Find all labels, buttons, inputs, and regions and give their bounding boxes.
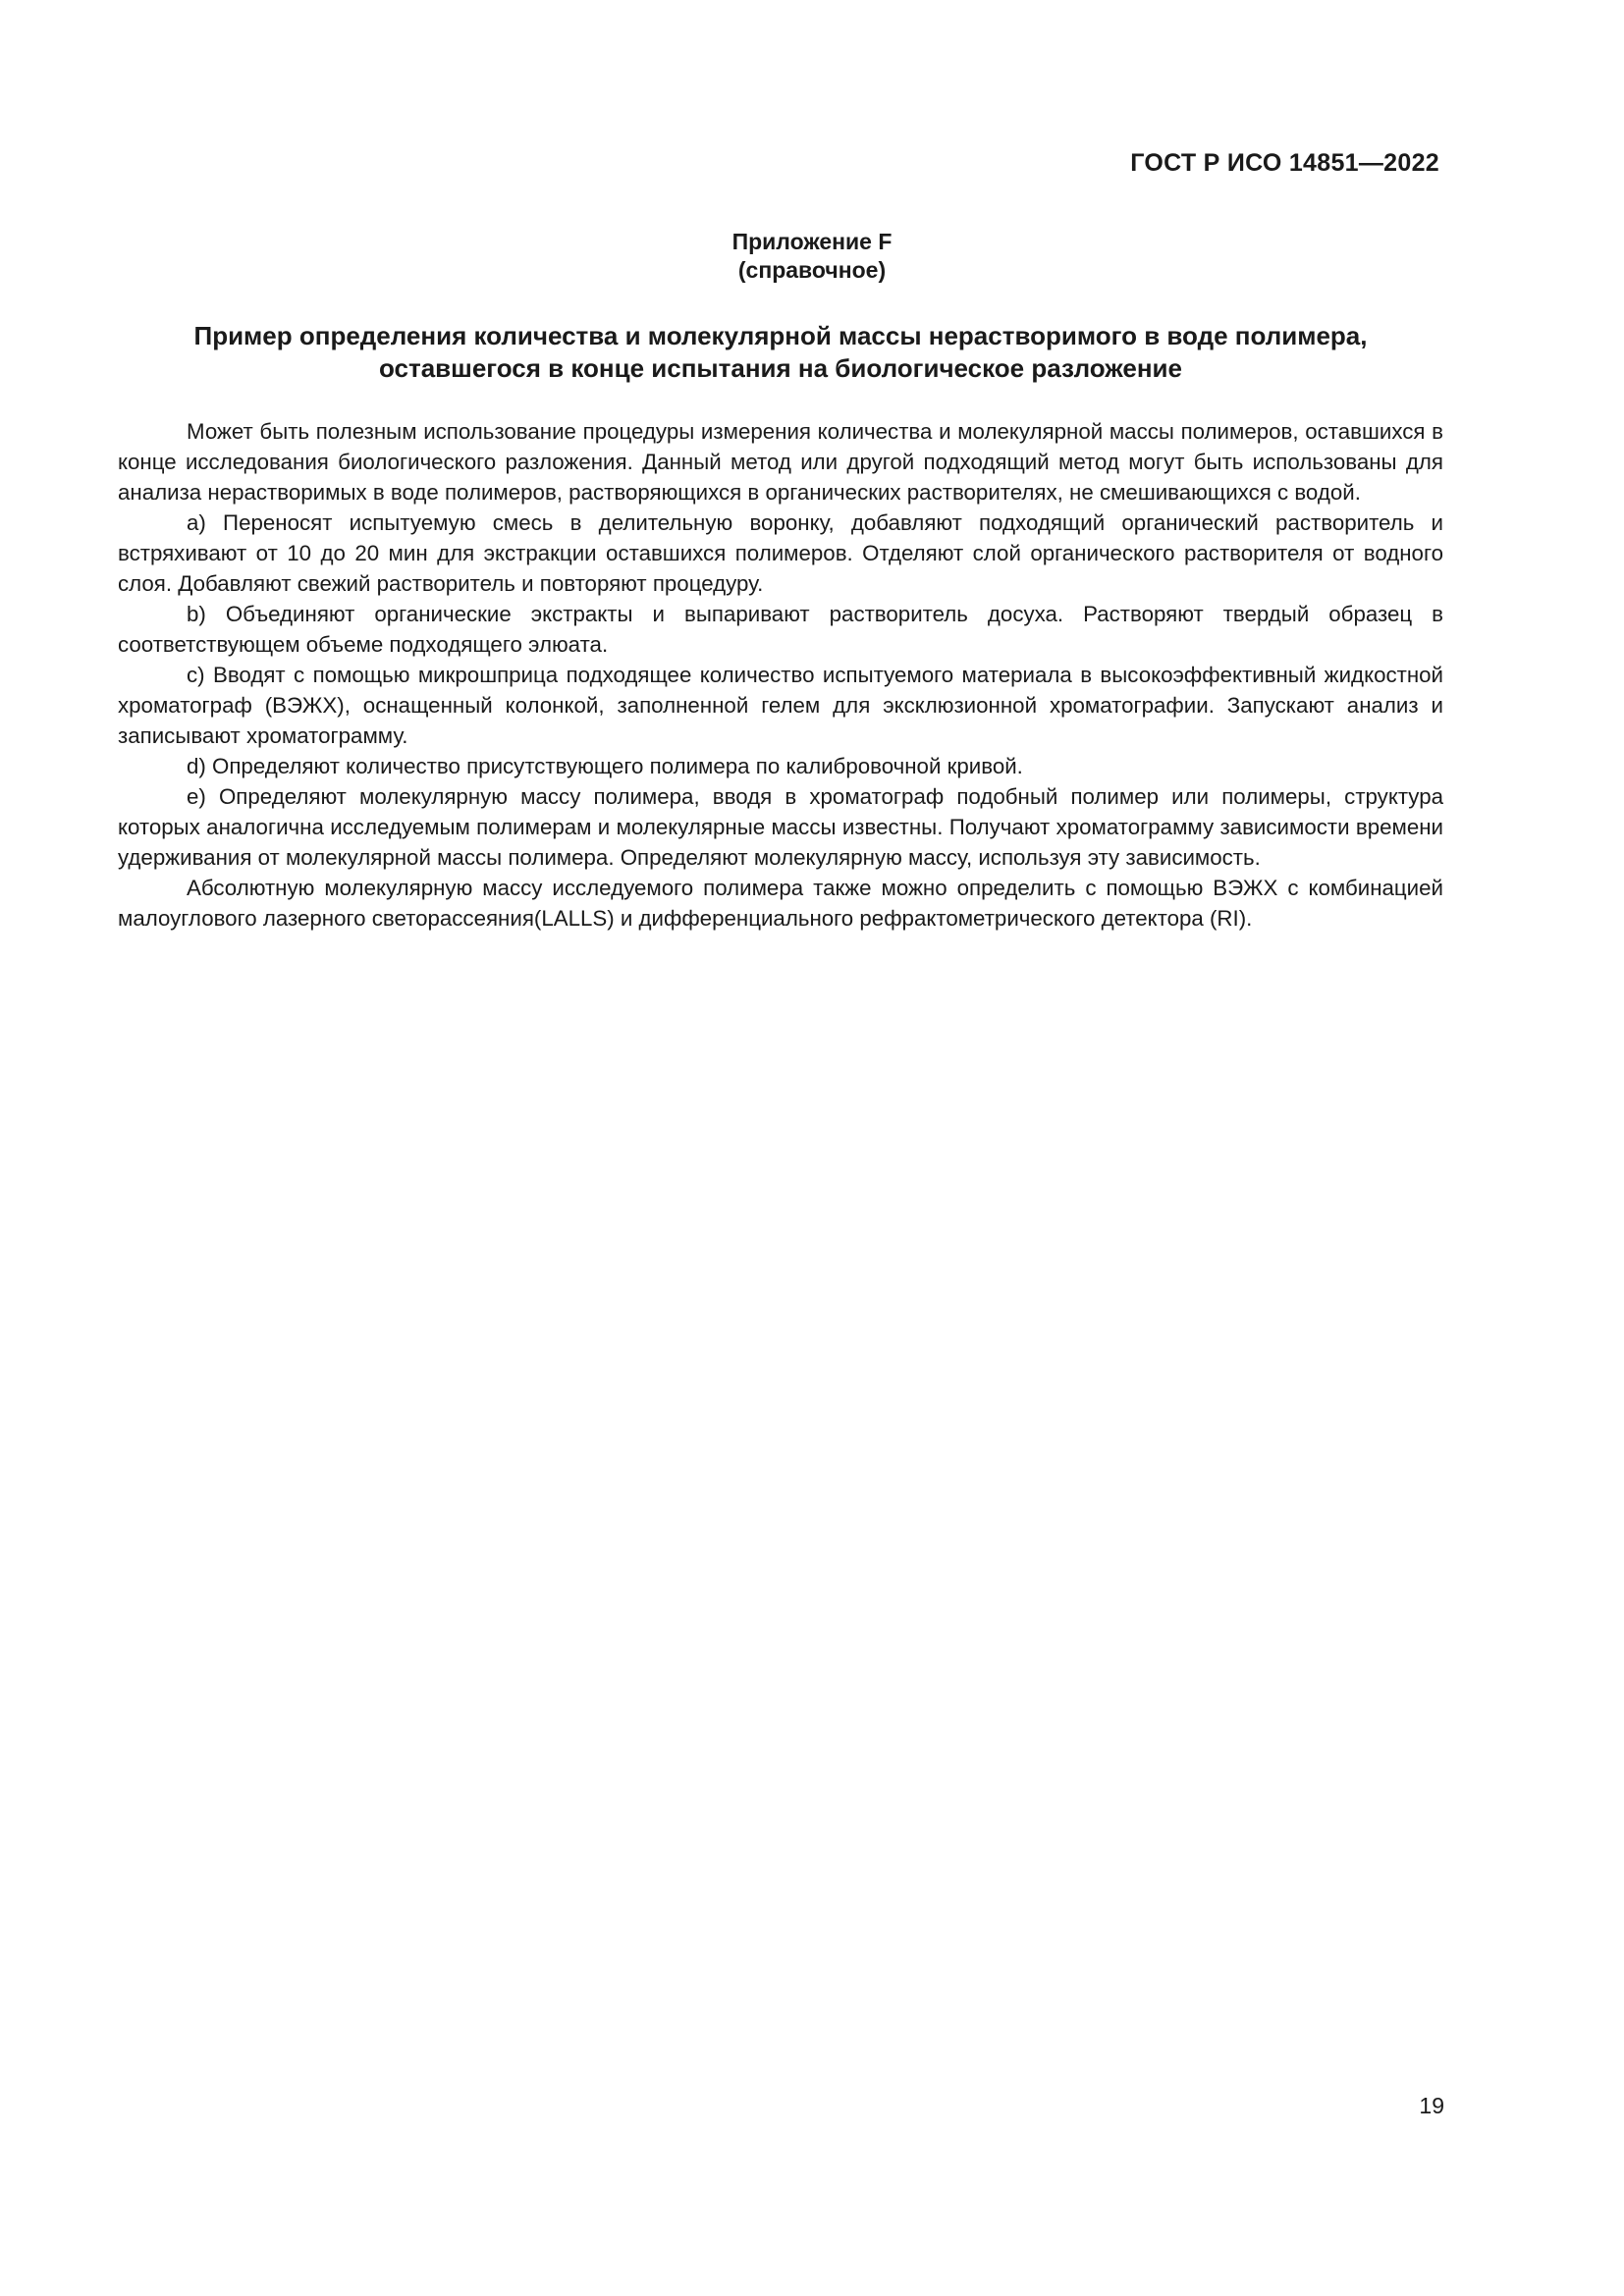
paragraph-step-b: b) Объединяют органические экстракты и выпаривают растворитель досуха. Растворяют твердый образец в соответствующем объеме подходящего элюата. (118, 602, 1443, 657)
paragraph-intro: Может быть полезным использование процедуры измерения количества и молекулярной массы полимеров, оставшихся в конце исследования биологического разложения. Данный метод или другой подходящий метод могут быть использованы для анализа нерастворимых в воде полимеров, растворяющихся в органических растворителях, не смешивающихся с водой. (118, 419, 1443, 505)
annex-type: (справочное) (737, 257, 887, 283)
page-number: 19 (1419, 2093, 1444, 2118)
annex-label: Приложение F (731, 229, 893, 254)
annex-title (118, 320, 1443, 385)
paragraph-absolute-mass: Абсолютную молекулярную массу исследуемого полимера также можно определить с помощью ВЭЖХ с комбинацией малоуглового лазерного светорассеяния(LALLS) и дифференциального рефрактометрического детектора (RI). (118, 876, 1443, 931)
paragraph-step-a: a) Переносят испытуемую смесь в делительную воронку, добавляют подходящий органический растворитель и встряхивают от 10 до 20 мин для экстракции оставшихся полимеров. Отделяют слой органического растворителя от водного слоя. Добавляют свежий растворитель и повторяют процедуру. (118, 510, 1443, 596)
annex-body (118, 416, 1443, 934)
annex-title-line-1: Пример определения количества и молекулярной массы нерастворимого в воде полимера, (193, 321, 1368, 350)
annex-heading (0, 228, 1624, 285)
paragraph-step-c: c) Вводят с помощью микрошприца подходящее количество испытуемого материала в высокоэффективный жидкостной хроматограф (ВЭЖХ), оснащенный колонкой, заполненной гелем для эксклюзионной хроматографии. Запускают анализ и записывают хроматограмму. (118, 663, 1443, 748)
annex-title-line-2: оставшегося в конце испытания на биологическое разложение (378, 353, 1183, 383)
document-code: ГОСТ Р ИСО 14851—2022 (1130, 149, 1439, 177)
paragraph-step-e: e) Определяют молекулярную массу полимера, вводя в хроматограф подобный полимер или полимеры, структура которых аналогична исследуемым полимерам и молекулярные массы известны. Получают хроматограмму зависимости времени удерживания от молекулярной массы полимера. Определяют молекулярную массу, используя эту зависимость. (118, 784, 1443, 870)
paragraph-step-d: d) Определяют количество присутствующего полимера по калибровочной кривой. (187, 754, 1023, 778)
